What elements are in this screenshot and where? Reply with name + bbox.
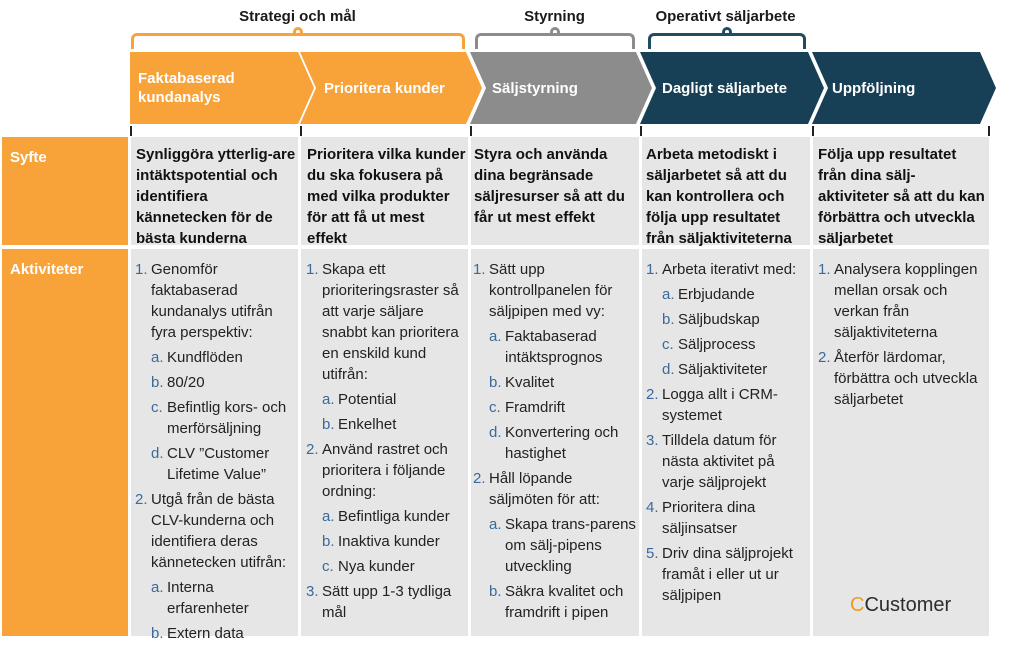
activity-text: Logga allt i CRM-systemet	[662, 386, 778, 424]
activity-number: 5.	[646, 545, 659, 562]
syfte-text-kundanalys: Synliggöra ytterlig-are intäktspotential och identifiera kännetecken för de bästa kunderna	[136, 146, 296, 247]
activity-subnumber: c.	[322, 558, 334, 575]
activity-subnumber: b.	[662, 311, 675, 328]
activity-number: 2.	[306, 441, 319, 458]
activity-subnumber: a.	[489, 328, 502, 345]
activity-subtext: Kvalitet	[505, 374, 555, 391]
activity-subnumber: c.	[489, 399, 501, 416]
activity-subnumber: b.	[322, 533, 335, 550]
activity-list-saljstyrning	[473, 259, 636, 627]
activity-text: Sätt upp 1-3 tydliga mål	[322, 583, 452, 621]
activity-subtext: 80/20	[167, 374, 205, 391]
activity-number: 2.	[135, 491, 148, 508]
divider-tick	[640, 126, 642, 136]
activity-text: Tilldela datum för nästa aktivitet på varje säljprojekt	[662, 432, 777, 491]
activity-text: Återför lärdomar, förbättra och utveckla säljarbetet	[834, 349, 978, 408]
activity-item	[306, 439, 466, 577]
activity-subnumber: a.	[151, 579, 164, 596]
activity-subnumber: b.	[151, 625, 164, 642]
activity-text: Håll löpande säljmöten för att:	[489, 470, 600, 508]
activity-sublist	[322, 506, 466, 577]
activity-subitem	[151, 443, 295, 485]
activity-item	[306, 259, 466, 435]
activity-subitem	[662, 309, 808, 330]
activity-subtext: Konvertering och hastighet	[505, 424, 619, 462]
activity-subitem	[489, 581, 636, 623]
activity-text: Använd rastret och prioritera i följande ordning:	[322, 441, 448, 500]
activity-subtext: Nya kunder	[338, 558, 415, 575]
activity-subtext: Befintlig kors- och merförsäljning	[167, 399, 287, 437]
activity-subnumber: d.	[151, 445, 164, 462]
activity-text: Utgå från de bästa CLV-kunderna och identifiera deras kännetecken utifrån:	[151, 491, 287, 571]
phase-label-prioritera: Prioritera kunder	[324, 79, 445, 97]
activity-item	[646, 497, 808, 539]
activity-subtext: Enkelhet	[338, 416, 397, 433]
activity-sublist	[489, 326, 636, 464]
syfte-text-dagligt: Arbeta metodiskt i säljarbetet så att du kan kontrollera och följa upp resultatet från säljaktiviteterna	[646, 146, 792, 247]
activity-item	[818, 259, 984, 343]
activity-subtext: Inaktiva kunder	[338, 533, 440, 550]
activity-text: Prioritera dina säljinsatser	[662, 499, 756, 537]
activity-subtext: Extern data	[167, 625, 244, 642]
activity-subitem	[151, 623, 295, 644]
activity-subnumber: a.	[322, 391, 335, 408]
divider-tick	[988, 126, 990, 136]
activity-subitem	[662, 284, 808, 305]
divider-tick	[130, 126, 132, 136]
activity-subitem	[151, 372, 295, 393]
activity-text: Sätt upp kontrollpanelen för säljpipen med vy:	[489, 261, 613, 320]
activity-subnumber: a.	[489, 516, 502, 533]
activity-subitem	[489, 397, 636, 418]
activity-subtext: Säljprocess	[678, 336, 756, 353]
activity-subitem	[151, 577, 295, 619]
activity-subtext: Säkra kvalitet och framdrift i pipen	[505, 583, 624, 621]
activity-text: Genomför faktabaserad kundanalys utifrån fyra perspektiv:	[151, 261, 273, 341]
activity-subnumber: b.	[489, 374, 502, 391]
syfte-text-uppfoljning: Följa upp resultatet från dina sälj-aktiviteter så att du kan förbättra och utveckla säljarbetet	[818, 146, 985, 247]
activity-sublist	[322, 389, 466, 435]
activity-subitem	[151, 347, 295, 368]
activity-subnumber: d.	[662, 361, 675, 378]
activity-number: 2.	[646, 386, 659, 403]
activity-subitem	[322, 414, 466, 435]
activity-list-kundanalys	[135, 259, 295, 648]
activity-subnumber: d.	[489, 424, 502, 441]
activity-item	[473, 259, 636, 464]
activity-text: Driv dina säljprojekt framåt i eller ut ur säljpipen	[662, 545, 793, 604]
activity-subnumber: a.	[322, 508, 335, 525]
activity-subtext: Befintliga kunder	[338, 508, 450, 525]
activity-number: 4.	[646, 499, 659, 516]
activity-subitem	[662, 334, 808, 355]
group-label-styrning: Styrning	[524, 8, 585, 25]
activity-subitem	[322, 531, 466, 552]
activity-subtext: CLV ”Customer Lifetime Value”	[167, 445, 270, 483]
activity-subnumber: b.	[151, 374, 164, 391]
activity-number: 2.	[818, 349, 831, 366]
activity-subnumber: b.	[322, 416, 335, 433]
activity-subitem	[489, 422, 636, 464]
activity-subitem	[322, 389, 466, 410]
activity-sublist	[151, 347, 295, 485]
activity-number: 1.	[135, 261, 148, 278]
activity-text: Analysera kopplingen mellan orsak och verkan från säljaktiviteterna	[834, 261, 978, 341]
activity-subnumber: c.	[662, 336, 674, 353]
activity-number: 3.	[306, 583, 319, 600]
activity-number: 3.	[646, 432, 659, 449]
phase-label-uppfoljning: Uppföljning	[832, 79, 916, 97]
activity-item	[646, 430, 808, 493]
activity-list-uppfoljning	[818, 259, 984, 414]
activity-item	[646, 543, 808, 606]
syfte-text-saljstyrning: Styra och använda dina begränsade säljresurser så att du får ut mest effekt	[474, 146, 625, 226]
activity-subtext: Säljaktiviteter	[678, 361, 768, 378]
activity-number: 1.	[818, 261, 831, 278]
activity-subnumber: c.	[151, 399, 163, 416]
activity-text: Skapa ett prioriteringsraster så att varje säljare snabbt kan prioritera en enskild kund utifrån:	[322, 261, 459, 383]
activity-subtext: Faktabaserad intäktsprognos	[505, 328, 603, 366]
activity-item	[135, 259, 295, 485]
activity-number: 2.	[473, 470, 486, 487]
activity-list-dagligt	[646, 259, 808, 610]
activity-subitem	[662, 359, 808, 380]
divider-tick	[300, 126, 302, 136]
activity-subitem	[489, 326, 636, 368]
activity-subtext: Potential	[338, 391, 397, 408]
phase-label-dagligt: Dagligt säljarbete	[662, 79, 788, 97]
activity-subnumber: b.	[489, 583, 502, 600]
activity-subtext: Skapa trans-parens om sälj-pipens utveckling	[505, 516, 636, 575]
activity-number: 1.	[306, 261, 319, 278]
phase-label-saljstyrning: Säljstyrning	[492, 79, 578, 97]
row-label-syfte: Syfte	[2, 137, 128, 245]
divider-tick	[470, 126, 472, 136]
activity-sublist	[151, 577, 295, 644]
activity-subtext: Säljbudskap	[678, 311, 760, 328]
syfte-text-prioritera: Prioritera vilka kunder du ska fokusera på med vilka produkter för att få ut mest effekt	[307, 146, 466, 247]
activity-item	[646, 259, 808, 380]
activity-number: 1.	[646, 261, 659, 278]
activity-subtext: Framdrift	[505, 399, 565, 416]
ccustomer-logo: CCustomer	[850, 594, 952, 616]
activity-number: 1.	[473, 261, 486, 278]
activity-list-prioritera	[306, 259, 466, 627]
activity-subitem	[489, 372, 636, 393]
row-label-aktiviteter: Aktiviteter	[2, 249, 128, 636]
activity-item	[818, 347, 984, 410]
phase-label-kundanalys: Faktabaserad kundanalys	[138, 70, 235, 106]
activity-sublist	[662, 284, 808, 380]
activity-subitem	[151, 397, 295, 439]
activity-subnumber: a.	[151, 349, 164, 366]
activity-subtext: Erbjudande	[678, 286, 755, 303]
activity-item	[306, 581, 466, 623]
activity-item	[473, 468, 636, 623]
activity-subitem	[489, 514, 636, 577]
activity-subitem	[322, 556, 466, 577]
activity-subtext: Kundflöden	[167, 349, 243, 366]
activity-subitem	[322, 506, 466, 527]
divider-tick	[812, 126, 814, 136]
activity-item	[135, 489, 295, 644]
activity-subnumber: a.	[662, 286, 675, 303]
activity-sublist	[489, 514, 636, 623]
activity-subtext: Interna erfarenheter	[167, 579, 249, 617]
group-label-operativt: Operativt säljarbete	[655, 8, 796, 25]
activity-item	[646, 384, 808, 426]
group-label-strategi: Strategi och mål	[239, 8, 356, 25]
activity-text: Arbeta iterativt med:	[662, 261, 797, 278]
